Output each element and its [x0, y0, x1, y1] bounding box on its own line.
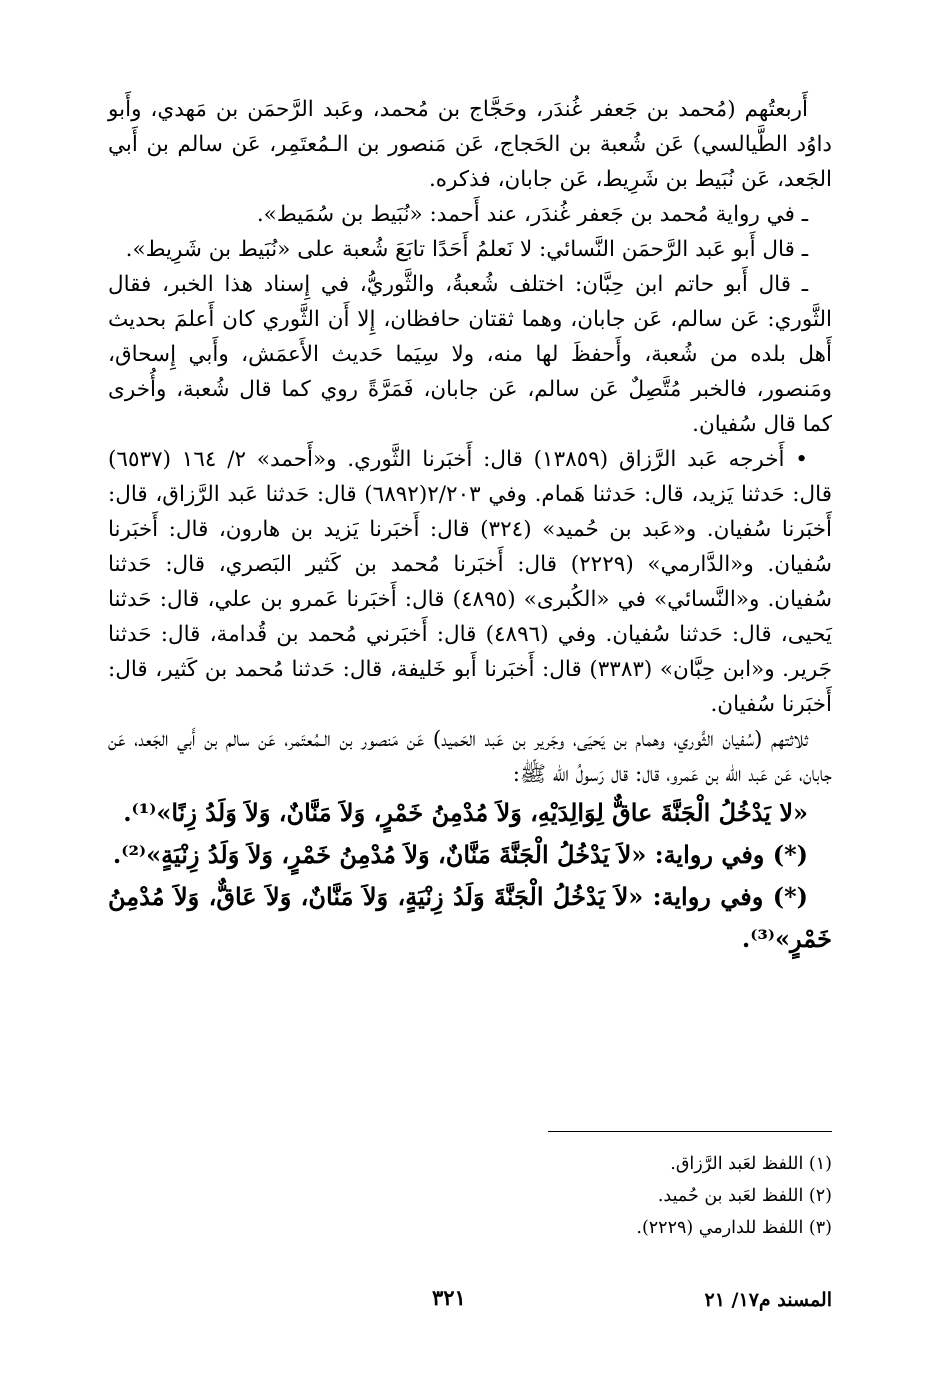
footnote: (٣) اللفظ للدارمي (٢٢٢٩). [636, 1218, 832, 1238]
takhrij-paragraph: • أَخرجه عَبد الرَّزاق (١٣٨٥٩) قال: أَخبَرنا الثَّوري. و«أَحمد» ٢/ ١٦٤ (٦٥٣٧) قال: حَدثنا يَزيد، قال: حَدثنا هَمام. وفي ٢/٢٠٣(٦٨٩٢) قال: حَدثنا عَبد الرَّزاق، قال: أَخبَرنا سُفيان. و«عَبد بن حُميد» (٣٢٤) قال: أَخبَرنا يَزيد بن هارون، قال: أَخبَرنا سُفيان. و«الدَّارمي» (٢٢٢٩) قال: أَخبَرنا مُحمد بن كَثير البَصري، قال: حَدثنا سُفيان. و«النَّسائي» في «الكُبرى» (٤٨٩٥) قال: أَخبَرنا عَمرو بن علي، قال: حَدثنا يَحيى، قال: حَدثنا سُفيان. وفي (٤٨٩٦) قال: أَخبَرني مُحمد بن قُدامة، قال: حَدثنا جَرير. و«ابن حِبَّان» (٣٣٨٣) قال: أَخبَرنا أَبو خَليفة، قال: حَدثنا مُحمد بن كَثير، قال: أَخبَرنا سُفيان. [108, 447, 832, 717]
volume-signature: المسند م١٧/ ٢١ [704, 1289, 832, 1311]
note-paragraph: ـ قال أَبو حاتم ابن حِبَّان: اختلف شُعبةُ، والثَّوريُّ، في إِسناد هذا الخبر، فقال الثَّوري: عَن سالم، عَن جابان، وهما ثقتان حافظان، إِلا أَن الثَّوري كان أَعلمَ بحديث أَهل بلده من شُعبة، وأَحفظَ لها منه، ولا سِيَما حَديث الأَعمَش، وأَبي إِسحاق، ومَنصور، فالخبر مُتَّصِلٌ عَن سالم، عَن جابان، فَمَرَّةً روي كما قال شُعبة، وأُخرى كما قال سُفيان. [108, 272, 832, 437]
footnote: (١) اللفظ لعَبد الرَّزاق. [670, 1154, 832, 1174]
footnote: (٢) اللفظ لعَبد بن حُميد. [657, 1186, 832, 1206]
note-paragraph: ـ قال أَبو عَبد الرَّحمَن النَّسائي: لا نَعلمُ أَحَدًا تابَعَ شُعبة على «نُبَيط بن شَرِيط». [125, 237, 808, 262]
note-paragraph: ـ في رواية مُحمد بن جَعفر غُندَر، عند أَحمد: «نُبَيط بن سُمَيط». [256, 202, 808, 227]
chain-paragraph: أَربعتُهم (مُحمد بن جَعفر غُندَر، وحَجَّاج بن مُحمد، وعَبد الرَّحمَن بن مَهدي، وأَبو داوُد الطَّيالسي) عَن شُعبة بن الحَجاج، عَن مَنصور بن الـمُعتَمِر، عَن سالم بن أَبي الجَعد، عَن نُبَيط بن شَرِيط، عَن جابان، فذكره. [108, 97, 832, 192]
footnote-divider [548, 1131, 832, 1132]
hadith-text: «لا يَدْخُلُ الْجَنَّةَ عاقٌّ لِوَالِدَيْهِ، وَلاَ مُدْمِنُ خَمْرٍ، وَلاَ مَنَّانٌ، وَلاَ وَلَدُ زِنًا»⁽¹⁾. [123, 798, 808, 827]
hadith-variant: (*) وفي رواية: «لاَ يَدْخُلُ الْجَنَّةَ وَلَدُ زِنْيَةٍ، وَلاَ مَنَّانٌ، وَلاَ عَاقٌّ، وَلاَ مُدْمِنُ خَمْرٍ»⁽³⁾. [108, 882, 832, 953]
main-text [108, 92, 832, 960]
chain-paragraph: ثلاثتهم (سُفيان الثَّوري، وهمام بن يَحيَى، وجَرير بن عَبد الحَميد) عَن مَنصور بن الـمُعتَمر، عَن سالم بن أَبي الجَعد، عَن جابان، عَن عَبد الله بن عَمرو، قال: قال رَسولُ الله ﷺ: [108, 727, 832, 787]
page-number: ٣٢١ [432, 1285, 466, 1310]
hadith-variant: (*) وفي رواية: «لاَ يَدْخُلُ الْجَنَّةَ مَنَّانٌ، وَلاَ مُدْمِنُ خَمْرٍ، وَلاَ وَلَدُ زِنْيَةٍ»⁽²⁾. [112, 840, 808, 869]
footnotes [440, 1148, 832, 1244]
